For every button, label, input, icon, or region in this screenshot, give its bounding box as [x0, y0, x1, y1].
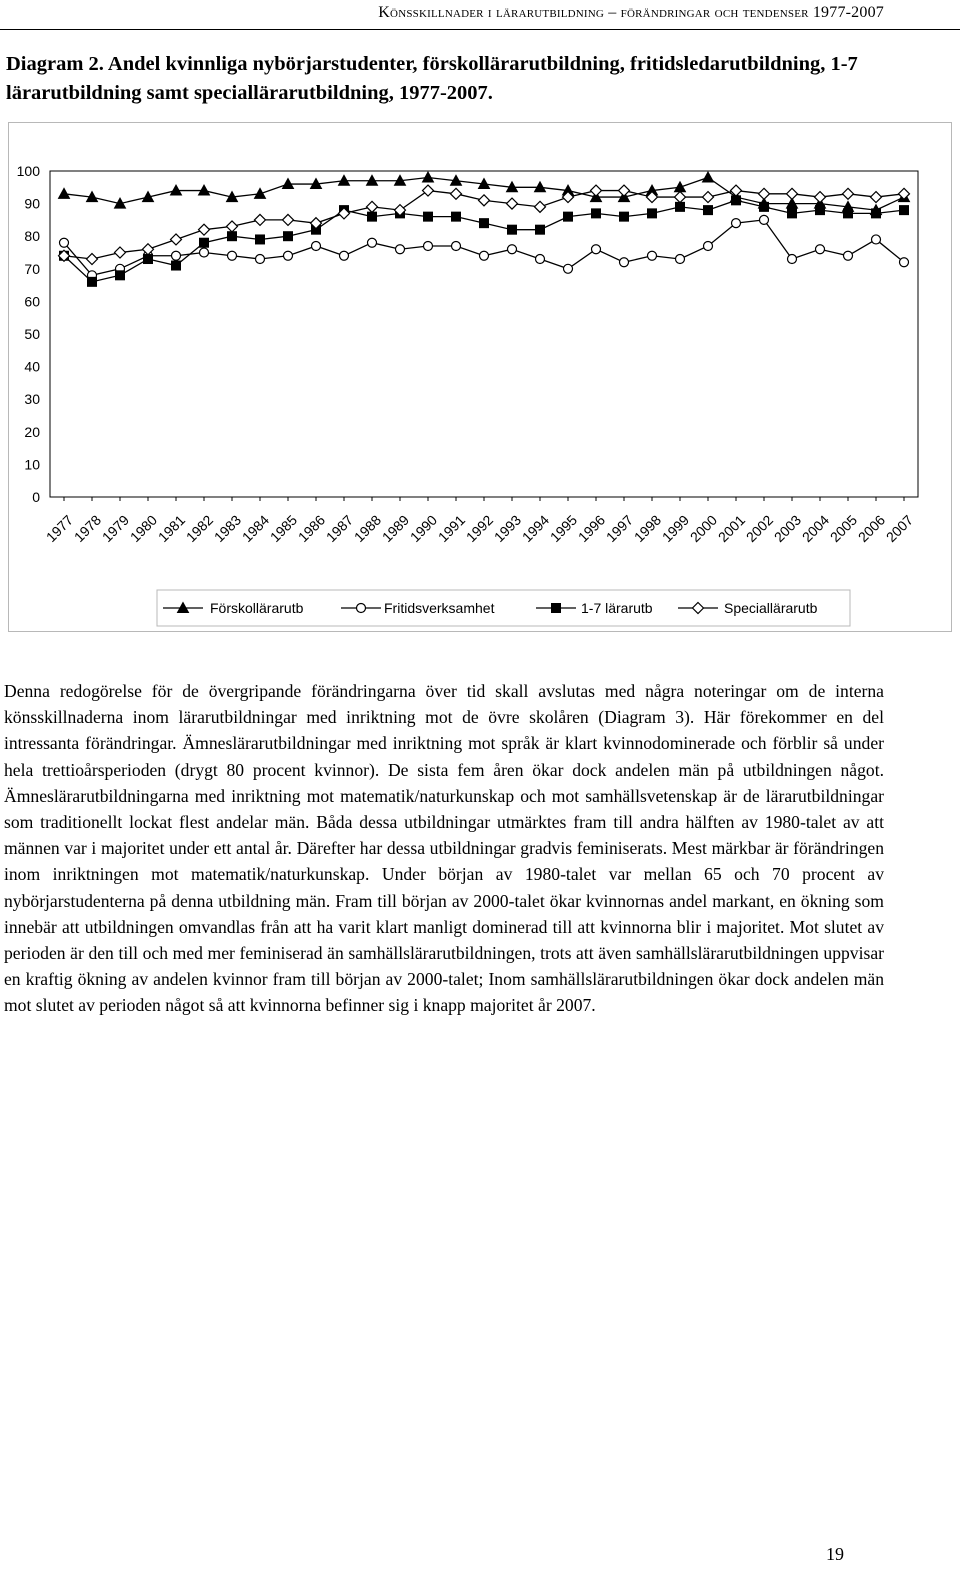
data-point-fritidsverksamhet [396, 245, 405, 254]
x-tick-label: 1989 [378, 511, 413, 546]
y-tick-label: 80 [24, 228, 40, 245]
data-point-forskollararutb [703, 172, 714, 182]
data-point-1-7-lararutb [424, 212, 433, 221]
y-tick-label: 50 [24, 326, 40, 342]
data-point-fritidsverksamhet [536, 255, 545, 264]
data-point-1-7-lararutb [452, 212, 461, 221]
x-tick-label: 1983 [210, 511, 245, 546]
data-point-1-7-lararutb [368, 212, 377, 221]
data-point-forskollararutb [255, 188, 266, 198]
data-point-speciallararutb [815, 192, 826, 203]
x-tick-label: 1995 [546, 511, 581, 546]
data-point-speciallararutb [115, 247, 126, 258]
data-point-1-7-lararutb [760, 202, 769, 211]
data-point-speciallararutb [423, 185, 434, 196]
y-tick-label: 30 [24, 391, 40, 408]
y-tick-label: 20 [24, 423, 40, 440]
x-tick-label: 1994 [518, 511, 553, 546]
x-tick-label: 1979 [98, 511, 133, 546]
data-point-fritidsverksamhet [704, 241, 713, 250]
y-tick-label: 70 [24, 260, 40, 277]
y-tick-label: 60 [24, 293, 40, 310]
data-point-fritidsverksamhet [564, 264, 573, 273]
data-point-fritidsverksamhet [872, 235, 881, 244]
data-point-forskollararutb [675, 182, 686, 192]
data-point-speciallararutb [283, 214, 294, 225]
data-point-speciallararutb [759, 188, 770, 199]
x-tick-label: 2007 [882, 511, 917, 546]
data-point-fritidsverksamhet [760, 215, 769, 224]
data-point-1-7-lararutb [284, 232, 293, 241]
x-tick-label: 1997 [602, 511, 637, 546]
legend-marker [552, 604, 561, 613]
data-point-speciallararutb [843, 188, 854, 199]
data-point-fritidsverksamhet [592, 245, 601, 254]
data-point-fritidsverksamhet [228, 251, 237, 260]
data-point-1-7-lararutb [228, 232, 237, 241]
data-point-fritidsverksamhet [340, 251, 349, 260]
series-line-1-7-lararutb [64, 200, 904, 282]
data-point-fritidsverksamhet [60, 238, 69, 247]
data-point-fritidsverksamhet [620, 258, 629, 267]
legend-label: Speciallärarutb [724, 600, 818, 616]
data-point-speciallararutb [479, 195, 490, 206]
data-point-fritidsverksamhet [844, 251, 853, 260]
x-tick-label: 1981 [154, 511, 189, 546]
x-tick-label: 1978 [70, 511, 105, 546]
legend-marker [357, 604, 366, 613]
data-point-speciallararutb [703, 192, 714, 203]
series-line-fritidsverksamhet [64, 220, 904, 275]
x-tick-label: 2005 [826, 511, 861, 546]
data-point-1-7-lararutb [620, 212, 629, 221]
x-tick-label: 2000 [686, 511, 721, 546]
data-point-fritidsverksamhet [816, 245, 825, 254]
y-tick-label: 100 [16, 163, 40, 179]
x-tick-label: 2004 [798, 511, 833, 546]
x-tick-label: 2003 [770, 511, 805, 546]
data-point-fritidsverksamhet [284, 251, 293, 260]
data-point-speciallararutb [787, 188, 798, 199]
data-point-1-7-lararutb [144, 255, 153, 264]
data-point-1-7-lararutb [648, 209, 657, 218]
data-point-1-7-lararutb [508, 225, 517, 234]
data-point-fritidsverksamhet [508, 245, 517, 254]
data-point-1-7-lararutb [88, 277, 97, 286]
data-point-fritidsverksamhet [312, 241, 321, 250]
data-point-speciallararutb [227, 221, 238, 232]
data-point-speciallararutb [199, 224, 210, 235]
data-point-fritidsverksamhet [200, 248, 209, 257]
data-point-speciallararutb [871, 192, 882, 203]
x-tick-label: 1985 [266, 511, 301, 546]
data-point-fritidsverksamhet [648, 251, 657, 260]
data-point-1-7-lararutb [256, 235, 265, 244]
data-point-forskollararutb [423, 172, 434, 182]
y-tick-label: 10 [24, 456, 40, 473]
data-point-speciallararutb [451, 188, 462, 199]
data-point-1-7-lararutb [872, 209, 881, 218]
data-point-1-7-lararutb [172, 261, 181, 270]
x-tick-label: 1993 [490, 511, 525, 546]
data-point-fritidsverksamhet [788, 255, 797, 264]
data-point-1-7-lararutb [564, 212, 573, 221]
data-point-fritidsverksamhet [256, 255, 265, 264]
x-tick-label: 1990 [406, 511, 441, 546]
x-tick-label: 1996 [574, 511, 609, 546]
x-tick-label: 1984 [238, 511, 273, 546]
data-point-speciallararutb [367, 201, 378, 212]
data-point-fritidsverksamhet [732, 219, 741, 228]
x-tick-label: 2002 [742, 511, 777, 546]
data-point-fritidsverksamhet [900, 258, 909, 267]
data-point-1-7-lararutb [480, 219, 489, 228]
data-point-1-7-lararutb [732, 196, 741, 205]
line-chart [0, 0, 960, 640]
y-tick-label: 90 [24, 195, 40, 212]
x-tick-label: 1980 [126, 511, 161, 546]
data-point-speciallararutb [255, 214, 266, 225]
x-tick-label: 1991 [434, 511, 469, 546]
figure-caption: Diagram 2. Andel kvinnliga nybörjarstudenter, förskollärarutbildning, fritidsledarutbildning, 1-7 lärarutbildning samt speciallärarutbildning, 1977-2007. [6, 53, 858, 104]
legend-label: Förskollärarutb [210, 600, 304, 616]
x-tick-label: 1982 [182, 511, 217, 546]
data-point-1-7-lararutb [536, 225, 545, 234]
x-tick-label: 1992 [462, 511, 497, 546]
legend-label: 1-7 lärarutb [581, 600, 653, 616]
data-point-speciallararutb [507, 198, 518, 209]
data-point-1-7-lararutb [592, 209, 601, 218]
data-point-speciallararutb [591, 185, 602, 196]
x-tick-label: 1977 [42, 511, 77, 546]
data-point-fritidsverksamhet [480, 251, 489, 260]
data-point-forskollararutb [59, 188, 70, 198]
running-header: Könsskillnader i lärarutbildning – förändringar och tendenser 1977-2007 [378, 4, 884, 21]
data-point-fritidsverksamhet [676, 255, 685, 264]
y-tick-label: 40 [24, 358, 40, 375]
data-point-speciallararutb [675, 192, 686, 203]
data-point-speciallararutb [87, 254, 98, 265]
data-point-1-7-lararutb [676, 202, 685, 211]
data-point-speciallararutb [535, 201, 546, 212]
data-point-fritidsverksamhet [368, 238, 377, 247]
y-tick-label: 0 [32, 489, 40, 505]
body-paragraph: Denna redogörelse för de övergripande förändringarna över tid skall avslutas med några noteringar om de interna könsskillnaderna inom lärarutbildningar med inriktning mot de övre skolåren (Diagram 3). Här förekommer en del intressanta förändringar. Ämneslärarutbildningar med inriktning mot språk är klart kvinnodominerade och förblir så under hela trettioårsperioden (drygt 80 procent kvinnor). De sista fem åren ökar dock andelen män på utbildningen något. Ämneslärarutbildningarna med inriktning mot matematik/naturkunskap och mot samhällsvetenskap är de lärarutbildningar som traditionellt lockat flest andelar män. Båda dessa utbildningar utmärktes fram till andra hälften av 1980-talet av att männen var i majoritet under ett antal år. Därefter har dessa utbildningar gradvis feminiserats. Mest märkbar är förändringen inom inriktningen mot matematik/naturkunskap. Under början av 1980-talet var mellan 65 och 70 procent av nybörjarstudenterna på denna utbildning män. Fram till början av 2000-talet ökar kvinnornas andel markant, en ökning som innebär att utbildningen omvandlas från att ha varit klart manligt dominerad till att kvinnorna blir i majoritet. Mot slutet av perioden är den till och med mer feminiserad än samhällslärarutbildningen, trots att även samhällslärarutbildningen uppvisar en kraftig ökning av andelen kvinnor fram till början av 2000-talet; Inom samhällslärarutbildningen ökar dock andelen män mot slutet av perioden något så att kvinnorna befinner sig i knapp majoritet år 2007. [4, 681, 884, 1016]
data-point-1-7-lararutb [116, 271, 125, 280]
data-point-1-7-lararutb [844, 209, 853, 218]
data-point-1-7-lararutb [900, 206, 909, 215]
data-point-1-7-lararutb [704, 206, 713, 215]
data-point-speciallararutb [619, 185, 630, 196]
x-tick-label: 2001 [714, 511, 749, 546]
data-point-fritidsverksamhet [172, 251, 181, 260]
x-tick-label: 1986 [294, 511, 329, 546]
x-tick-label: 1988 [350, 511, 385, 546]
data-point-1-7-lararutb [200, 238, 209, 247]
legend-label: Fritidsverksamhet [384, 600, 495, 616]
data-point-fritidsverksamhet [424, 241, 433, 250]
page-number: 19 [826, 1544, 844, 1564]
data-point-speciallararutb [171, 234, 182, 245]
x-tick-label: 1999 [658, 511, 693, 546]
data-point-1-7-lararutb [816, 206, 825, 215]
data-point-1-7-lararutb [788, 209, 797, 218]
x-tick-label: 1998 [630, 511, 665, 546]
data-point-fritidsverksamhet [452, 241, 461, 250]
x-tick-label: 2006 [854, 511, 889, 546]
x-tick-label: 1987 [322, 511, 357, 546]
